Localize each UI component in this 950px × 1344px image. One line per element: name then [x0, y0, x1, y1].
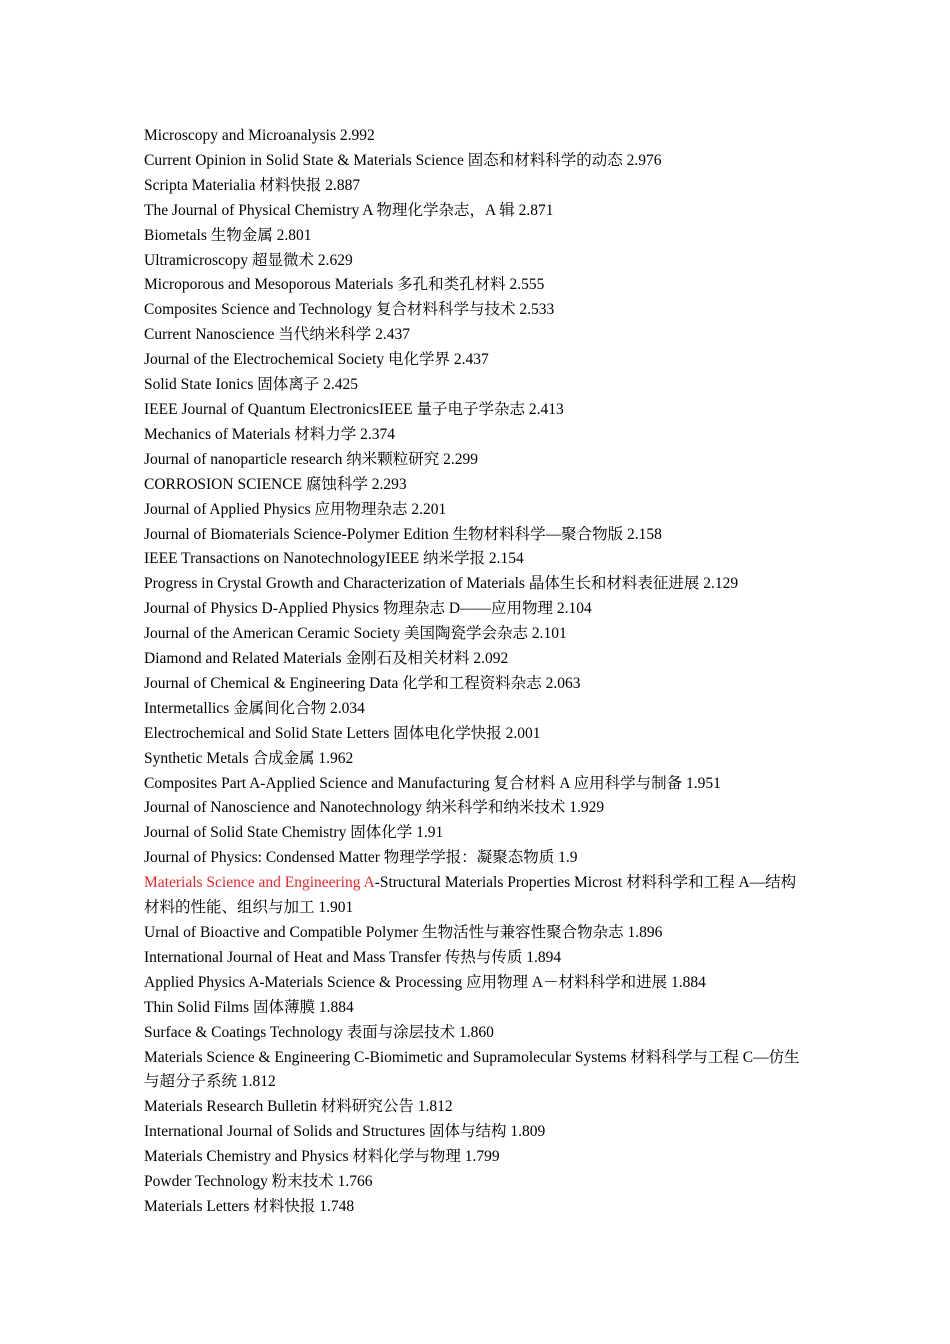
list-item: Composites Part A-Applied Science and Manufacturing 复合材料 A 应用科学与制备 1.951 [144, 774, 721, 792]
list-item: International Journal of Heat and Mass Transfer 传热与传质 1.894 [144, 948, 562, 966]
list-item: Microscopy and Microanalysis 2.992 [144, 127, 375, 144]
list-item: International Journal of Solids and Structures 固体与结构 1.809 [144, 1123, 546, 1141]
list-item: Materials Research Bulletin 材料研究公告 1.812 [144, 1098, 453, 1116]
list-item: Thin Solid Films 固体薄膜 1.884 [144, 998, 354, 1016]
list-item: Current Nanoscience 当代纳米科学 2.437 [144, 326, 411, 344]
list-item: CORROSION SCIENCE 腐蚀科学 2.293 [144, 475, 407, 493]
list-item: Materials Chemistry and Physics 材料化学与物理 1.799 [144, 1148, 500, 1166]
list-item: Progress in Crystal Growth and Characterization of Materials 晶体生长和材料表征进展 2.129 [144, 575, 739, 593]
list-item: Journal of Solid State Chemistry 固体化学 1.91 [144, 824, 444, 842]
list-item: The Journal of Physical Chemistry A 物理化学杂志，A 辑 2.871 [144, 201, 554, 219]
list-item: Journal of Physics: Condensed Matter 物理学学报：凝聚态物质 1.9 [144, 849, 578, 867]
list-item: Intermetallics 金属间化合物 2.034 [144, 699, 365, 717]
highlighted-rest-text: -Structural Materials Properties Microst 材料科学和工程 A—结构材料的性能、组织与加工 1.901 [144, 874, 797, 917]
list-item: Journal of the American Ceramic Society 美国陶瓷学会杂志 2.101 [144, 625, 567, 643]
highlighted-text: Materials Science and Engineering A [144, 874, 375, 892]
list-item: Current Opinion in Solid State & Materials Science 固态和材料科学的动态 2.976 [144, 151, 662, 169]
entries-group-after [144, 921, 809, 1220]
list-item: IEEE Transactions on NanotechnologyIEEE 纳米学报 2.154 [144, 550, 524, 568]
list-item: Materials Science & Engineering C-Biomimetic and Supramolecular Systems 材料科学与工程 C—仿生与超分子系统 1.812 [144, 1048, 800, 1091]
list-item: Scripta Materialia 材料快报 2.887 [144, 176, 361, 194]
list-item: Electrochemical and Solid State Letters 固体电化学快报 2.001 [144, 724, 541, 742]
list-item: Journal of nanoparticle research 纳米颗粒研究 2.299 [144, 450, 479, 468]
list-item: Journal of the Electrochemical Society 电化学界 2.437 [144, 351, 489, 369]
list-item: Journal of Nanoscience and Nanotechnology 纳米科学和纳米技术 1.929 [144, 799, 605, 817]
journal-list [144, 124, 809, 1220]
list-item: Mechanics of Materials 材料力学 2.374 [144, 425, 395, 443]
list-item: Urnal of Bioactive and Compatible Polymer 生物活性与兼容性聚合物杂志 1.896 [144, 924, 663, 941]
list-item: Synthetic Metals 合成金属 1.962 [144, 749, 354, 767]
list-item: Solid State Ionics 固体离子 2.425 [144, 376, 358, 394]
list-item: Journal of Applied Physics 应用物理杂志 2.201 [144, 500, 447, 518]
list-item: Applied Physics A-Materials Science & Processing 应用物理 A－材料科学和进展 1.884 [144, 973, 706, 991]
list-item: Journal of Chemical & Engineering Data 化学和工程资料杂志 2.063 [144, 674, 581, 692]
list-item: Powder Technology 粉末技术 1.766 [144, 1173, 373, 1191]
list-item: Journal of Physics D-Applied Physics 物理杂志 D——应用物理 2.104 [144, 600, 592, 618]
entries-group-before [144, 124, 809, 871]
list-item: Biometals 生物金属 2.801 [144, 226, 312, 244]
list-item: Diamond and Related Materials 金刚石及相关材料 2.092 [144, 650, 509, 668]
list-item: Microporous and Mesoporous Materials 多孔和类孔材料 2.555 [144, 276, 545, 294]
list-item: Journal of Biomaterials Science-Polymer Edition 生物材料科学—聚合物版 2.158 [144, 525, 662, 543]
list-item: Composites Science and Technology 复合材料科学与技术 2.533 [144, 301, 555, 319]
list-item: IEEE Journal of Quantum ElectronicsIEEE 量子电子学杂志 2.413 [144, 400, 564, 418]
list-item-highlighted [144, 871, 809, 921]
list-item: Materials Letters 材料快报 1.748 [144, 1197, 355, 1215]
list-item: Surface & Coatings Technology 表面与涂层技术 1.860 [144, 1023, 494, 1041]
list-item: Ultramicroscopy 超显微术 2.629 [144, 251, 353, 269]
